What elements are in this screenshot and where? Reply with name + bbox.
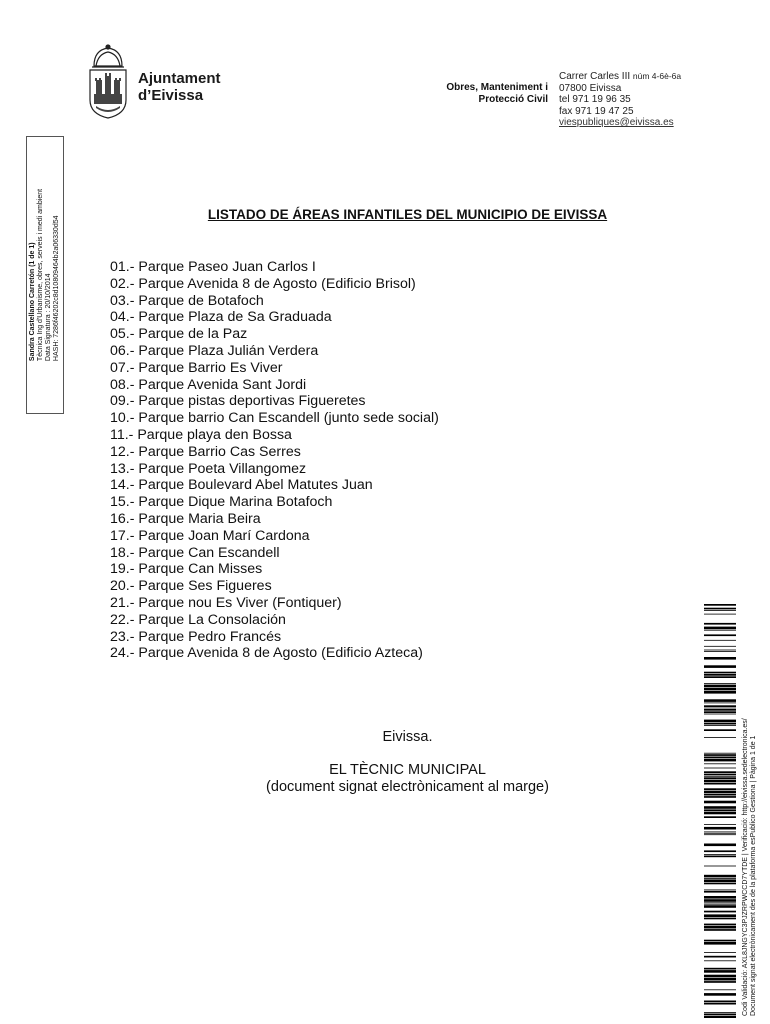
- barcode-bar: [704, 914, 736, 917]
- barcode-bar: [704, 1003, 736, 1005]
- list-item: 14.- Parque Boulevard Abel Matutes Juan: [110, 477, 373, 494]
- barcode-bar: [704, 623, 736, 625]
- signer-name: Sandra Castellano Carretón (1 de 1): [29, 242, 36, 362]
- list-item: 18.- Parque Can Escandell: [110, 544, 280, 561]
- barcode-bar: [704, 729, 736, 731]
- barcode-bar: [704, 709, 736, 711]
- barcode-bar: [704, 899, 736, 902]
- barcode-bar: [704, 674, 736, 676]
- barcode-bar: [704, 890, 736, 891]
- barcode-bar: [704, 705, 736, 707]
- barcode-bar: [704, 708, 736, 709]
- barcode-bar: [704, 978, 736, 981]
- barcode-bar: [704, 875, 736, 878]
- barcode-bar: [704, 777, 736, 779]
- barcode-bar: [704, 879, 736, 882]
- barcode-bar: [704, 771, 736, 773]
- barcode-bar: [704, 646, 736, 647]
- document-title: LISTADO DE ÁREAS INFANTILES DEL MUNICIPIO DE EIVISSA: [207, 207, 608, 222]
- barcode-bar: [704, 651, 736, 652]
- verification-code[interactable]: Codi Validació: AXL8JNGYC3PJZRPWCCD7YTDE | Verificació: http://eivissa.sedelectronica.es/: [742, 718, 749, 1016]
- playground-list: [110, 259, 439, 662]
- barcode-bar: [704, 1014, 736, 1016]
- barcode-bar: [704, 981, 736, 983]
- barcode-bar: [704, 866, 736, 867]
- barcode-bar: [704, 714, 736, 715]
- list-item: 16.- Parque Maria Beira: [110, 510, 261, 527]
- barcode-bar: [704, 1001, 736, 1003]
- barcode-bar: [704, 924, 736, 926]
- barcode-bar: [704, 754, 736, 756]
- barcode-bar: [704, 850, 736, 852]
- list-item: 15.- Parque Dique Marina Botafoch: [110, 494, 333, 511]
- list-item: 19.- Parque Can Misses: [110, 561, 263, 578]
- barcode-bar: [704, 614, 736, 615]
- barcode-bar: [704, 832, 736, 833]
- closing-signature-block: [0, 762, 770, 796]
- barcode-bar: [704, 942, 736, 945]
- barcode-bar: [704, 657, 736, 660]
- signature-date: Data Signatura : 20/10/2014: [45, 273, 52, 362]
- list-item: 07.- Parque Barrio Es Viver: [110, 359, 283, 376]
- barcode-bar: [704, 926, 736, 929]
- organization-name: [138, 70, 221, 104]
- barcode-bar: [704, 763, 736, 764]
- closing-note: (document signat electrònicament al marge): [266, 779, 549, 795]
- barcode-bar: [704, 688, 736, 691]
- barcode-bar: [704, 891, 736, 893]
- barcode-bar: [704, 685, 736, 688]
- list-item: 22.- Parque La Consolación: [110, 611, 286, 628]
- org-name-line1: Ajuntament: [138, 70, 221, 87]
- barcode-bar: [704, 902, 736, 903]
- barcode-bar: [704, 650, 736, 651]
- barcode-bar: [704, 834, 736, 835]
- barcode-bar: [704, 759, 736, 762]
- barcode-bar: [704, 703, 736, 704]
- barcode-bar: [704, 1012, 736, 1013]
- barcode-bar: [704, 788, 736, 790]
- fax-number: fax 971 19 47 25: [559, 105, 634, 117]
- barcode-bar: [704, 993, 736, 996]
- barcode-bar: [704, 856, 736, 858]
- list-item: 17.- Parque Joan Marí Cardona: [110, 527, 310, 544]
- barcode-bar: [704, 610, 736, 611]
- barcode-bar: [704, 725, 736, 726]
- department-line2: Protecció Civil: [478, 94, 548, 105]
- department-name: [446, 82, 548, 106]
- barcode-bar: [704, 676, 736, 678]
- barcode-bar: [704, 801, 736, 804]
- barcode-bar: [704, 776, 736, 777]
- list-item: 23.- Parque Pedro Francés: [110, 628, 282, 645]
- signer-role: Tècnica Ing d'Urbanisme, obres, serveis i medi ambient: [37, 188, 44, 362]
- barcode-bar: [704, 783, 736, 785]
- barcode-bar: [704, 844, 736, 847]
- list-item: 13.- Parque Poeta Villangomez: [110, 460, 307, 477]
- signature-hash: HASH: 7286f46202c8d10809464b2a06330d54: [53, 215, 60, 362]
- barcode-bar: [704, 791, 736, 794]
- list-item: 05.- Parque de la Paz: [110, 326, 248, 343]
- barcode-bar: [704, 711, 736, 713]
- barcode-bar: [704, 918, 736, 920]
- barcode-bar: [704, 634, 736, 636]
- barcode-bar: [704, 630, 736, 631]
- address-street: Carrer Carles III: [559, 71, 631, 82]
- barcode-image: [704, 604, 736, 1018]
- address-city: 07800 Eivissa: [559, 82, 622, 94]
- barcode-bar: [704, 672, 736, 674]
- coat-of-arms-logo: [86, 44, 130, 120]
- barcode-bar: [704, 883, 736, 885]
- signature-stamp: [26, 136, 64, 414]
- barcode-bar: [704, 627, 736, 630]
- barcode-bar: [704, 956, 736, 958]
- barcode-bar: [704, 833, 736, 834]
- phone-number: tel 971 19 96 35: [559, 94, 631, 105]
- list-item: 10.- Parque barrio Can Escandell (junto sede social): [110, 410, 439, 427]
- barcode-bar: [704, 753, 736, 754]
- address-street-line: [559, 71, 681, 83]
- list-item: 02.- Parque Avenida 8 de Agosto (Edificio Brisol): [110, 275, 416, 292]
- barcode-bar: [704, 683, 736, 684]
- barcode-bar: [704, 691, 736, 694]
- barcode-bar: [704, 665, 736, 668]
- barcode-bar: [704, 806, 736, 809]
- barcode-bar: [704, 812, 736, 815]
- barcode-bar: [704, 816, 736, 818]
- barcode-bar: [704, 1016, 736, 1018]
- barcode-bar: [704, 911, 736, 913]
- closing-role: EL TÈCNIC MUNICIPAL: [329, 762, 486, 778]
- list-item: 06.- Parque Plaza Julián Verdera: [110, 342, 319, 359]
- barcode-bar: [704, 737, 736, 738]
- email-link[interactable]: viespubliques@eivissa.es: [559, 117, 674, 128]
- barcode-bar: [704, 975, 736, 978]
- department-line1: Obres, Manteniment i: [446, 82, 548, 93]
- barcode-bar: [704, 699, 736, 702]
- barcode-bar: [704, 878, 736, 879]
- barcode-bar: [704, 720, 736, 723]
- barcode-bar: [704, 604, 736, 606]
- barcode-bar: [704, 940, 736, 942]
- barcode-bar: [704, 929, 736, 931]
- verification-platform: Document signat electrònicament des de la plataforma esPublico Gestiona | Pàgina 1 de 1: [750, 735, 757, 1016]
- list-item: 21.- Parque nou Es Viver (Fontiquer): [110, 594, 342, 611]
- barcode-bar: [704, 854, 736, 855]
- list-item: 03.- Parque de Botafoch: [110, 292, 264, 309]
- barcode-bar: [704, 796, 736, 798]
- barcode-bar: [704, 809, 736, 811]
- barcode-bar: [704, 960, 736, 961]
- list-item: 01.- Parque Paseo Juan Carlos I: [110, 259, 316, 275]
- barcode-bar: [704, 780, 736, 783]
- list-item: 24.- Parque Avenida 8 de Agosto (Edificio Azteca): [110, 645, 423, 662]
- barcode-bar: [704, 896, 736, 899]
- barcode-bar: [704, 768, 736, 769]
- list-item: 11.- Parque playa den Bossa: [110, 426, 292, 443]
- barcode-bar: [704, 757, 736, 759]
- barcode-bar: [704, 827, 736, 830]
- closing-city: Eivissa.: [382, 729, 433, 745]
- barcode-bar: [704, 970, 736, 973]
- barcode-bar: [704, 723, 736, 725]
- barcode-bar: [704, 640, 736, 641]
- barcode-bar: [704, 774, 736, 776]
- barcode-bar: [704, 794, 736, 796]
- barcode-bar: [704, 608, 736, 610]
- list-item: 20.- Parque Ses Figueres: [110, 578, 272, 595]
- verification-text: [742, 718, 758, 1016]
- list-item: 08.- Parque Avenida Sant Jordi: [110, 376, 307, 393]
- list-item: 12.- Parque Barrio Cas Serres: [110, 443, 301, 460]
- org-name-line2: d’Eivissa: [138, 87, 204, 104]
- barcode-bar: [704, 989, 736, 990]
- contact-address: [559, 71, 681, 129]
- barcode-bar: [704, 904, 736, 905]
- list-item: 04.- Parque Plaza de Sa Graduada: [110, 309, 332, 326]
- barcode-bar: [704, 824, 736, 825]
- barcode-bar: [704, 952, 736, 953]
- barcode-bar: [704, 905, 736, 908]
- barcode-bar: [704, 968, 736, 970]
- address-number: núm 4-6è-6a: [632, 71, 682, 81]
- list-item: 09.- Parque pistas deportivas Figueretes: [110, 393, 366, 410]
